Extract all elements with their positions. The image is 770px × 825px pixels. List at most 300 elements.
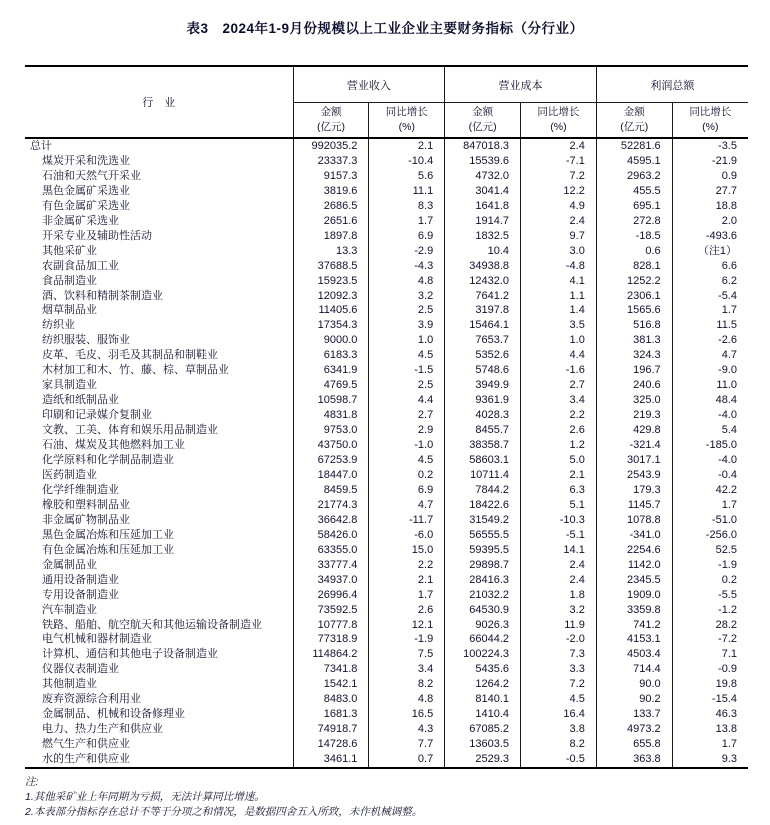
growth-cell: -9.0 [718, 364, 737, 377]
amount-cell: 828.1 [596, 259, 672, 274]
industry-name: 铁路、船舶、航空航天和其他运输设备制造业 [25, 618, 293, 633]
growth-cell: 2.5 [369, 303, 445, 318]
amount-cell: 0.6 [596, 244, 672, 259]
table-row [25, 423, 748, 438]
growth-cell: -1.5 [369, 363, 445, 378]
growth-cell: -2.6 [718, 334, 737, 347]
sub-header-amount-label: 金额 [623, 106, 645, 118]
growth-cell: 3.8 [521, 722, 597, 737]
industry-name: 非金属矿物制品业 [25, 513, 293, 528]
amount-cell: 7341.8 [293, 662, 369, 677]
growth-cell: 15.0 [369, 543, 445, 558]
industry-name: 总计 [25, 138, 293, 154]
amount-cell: -341.0 [596, 528, 672, 543]
growth-cell: 4.4 [521, 348, 597, 363]
growth-cell: 2.9 [369, 423, 445, 438]
amount-cell: 9026.3 [445, 618, 521, 633]
amount-cell: 8140.1 [445, 692, 521, 707]
growth-cell: -4.0 [718, 409, 737, 422]
industry-name: 化学原料和化学制品制造业 [25, 453, 293, 468]
amount-cell: 5435.6 [445, 662, 521, 677]
growth-cell: -6.0 [369, 528, 445, 543]
amount-cell: 741.2 [596, 618, 672, 633]
table-row [25, 498, 748, 513]
amount-cell: 3041.4 [445, 184, 521, 199]
industry-name: 造纸和纸制品业 [25, 393, 293, 408]
amount-cell: 13603.5 [445, 737, 521, 752]
table-row [25, 289, 748, 304]
growth-cell: -5.1 [521, 528, 597, 543]
growth-cell: 4.5 [369, 348, 445, 363]
growth-cell: -5.4 [718, 289, 737, 302]
group-header-operating-revenue: 营业收入 [293, 66, 445, 103]
industry-name: 其他制造业 [25, 677, 293, 692]
growth-cell: 8.2 [369, 677, 445, 692]
growth-cell: 16.5 [369, 707, 445, 722]
industry-name: 石油、煤炭及其他燃料加工业 [25, 438, 293, 453]
growth-cell: 3.2 [369, 289, 445, 304]
amount-cell: 240.6 [596, 378, 672, 393]
growth-cell: 1.7 [369, 588, 445, 603]
amount-cell: 4028.3 [445, 408, 521, 423]
amount-cell: 2963.2 [596, 169, 672, 184]
industry-name: 水的生产和供应业 [25, 752, 293, 768]
amount-cell: 1142.0 [596, 558, 672, 573]
table-row [25, 378, 748, 393]
amount-cell: 114864.2 [293, 647, 369, 662]
growth-cell: 8.2 [521, 737, 597, 752]
growth-cell: 5.4 [721, 424, 737, 437]
amount-cell: 6341.9 [293, 363, 369, 378]
industry-name: 印刷和记录媒介复制业 [25, 408, 293, 423]
amount-cell: 4831.8 [293, 408, 369, 423]
growth-cell: 2.6 [369, 603, 445, 618]
amount-cell: 381.3 [596, 333, 672, 348]
growth-cell: 4.8 [369, 692, 445, 707]
amount-cell: 74918.7 [293, 722, 369, 737]
growth-cell: 4.8 [369, 274, 445, 289]
amount-cell: 8455.7 [445, 423, 521, 438]
table-row [25, 453, 748, 468]
industry-name: 专用设备制造业 [25, 588, 293, 603]
table-row [25, 737, 748, 752]
growth-cell: 3.9 [369, 318, 445, 333]
growth-cell: 1.7 [721, 738, 737, 751]
industry-name: 开采专业及辅助性活动 [25, 229, 293, 244]
industry-name: 非金属矿采选业 [25, 214, 293, 229]
growth-cell: 3.5 [521, 318, 597, 333]
table-row [25, 138, 748, 154]
growth-cell: 1.4 [521, 303, 597, 318]
industry-name: 电力、热力生产和供应业 [25, 722, 293, 737]
table-row [25, 199, 748, 214]
growth-cell: 11.1 [369, 184, 445, 199]
amount-cell: 1252.2 [596, 274, 672, 289]
growth-cell: 2.4 [521, 138, 597, 154]
amount-cell: 2686.5 [293, 199, 369, 214]
growth-cell: 2.5 [369, 378, 445, 393]
table-body [25, 138, 748, 768]
amount-cell: 7641.2 [445, 289, 521, 304]
table-row [25, 244, 748, 259]
growth-cell: -10.3 [521, 513, 597, 528]
growth-cell: -7.1 [521, 154, 597, 169]
amount-cell: 5748.6 [445, 363, 521, 378]
amount-cell: 73592.5 [293, 603, 369, 618]
page-title: 表3 2024年1-9月份规模以上工业企业主要财务指标（分行业） [186, 21, 584, 36]
growth-cell: 13.8 [715, 723, 737, 736]
growth-cell: 0.9 [721, 169, 737, 182]
table-row [25, 647, 748, 662]
growth-cell: 2.1 [369, 573, 445, 588]
amount-cell: 133.7 [596, 707, 672, 722]
amount-cell: 2543.9 [596, 468, 672, 483]
amount-cell: 90.2 [596, 692, 672, 707]
amount-cell: 455.5 [596, 184, 672, 199]
group-header-operating-cost: 营业成本 [445, 66, 597, 103]
sub-header-amount-label: 金额 [320, 106, 342, 118]
notes-label: 注: [25, 776, 39, 789]
growth-cell: 4.3 [369, 722, 445, 737]
amount-cell: 15923.5 [293, 274, 369, 289]
amount-cell: 23337.3 [293, 154, 369, 169]
amount-cell: 325.0 [596, 393, 672, 408]
sub-header-amount-unit: (亿元) [316, 121, 345, 133]
growth-cell: 6.2 [721, 274, 737, 287]
industry-name: 金属制品业 [25, 558, 293, 573]
industry-name: 其他采矿业 [25, 244, 293, 259]
growth-cell: 14.1 [521, 543, 597, 558]
growth-cell: 28.2 [715, 618, 737, 631]
amount-cell: 1914.7 [445, 214, 521, 229]
amount-cell: 1410.4 [445, 707, 521, 722]
amount-cell: 66044.2 [445, 632, 521, 647]
industry-name: 医药制造业 [25, 468, 293, 483]
group-header-total-profit: 利润总额 [596, 66, 748, 103]
growth-cell: -185.0 [705, 439, 737, 452]
amount-cell: 21774.3 [293, 498, 369, 513]
table-row [25, 259, 748, 274]
growth-cell: 46.3 [715, 708, 737, 721]
growth-cell: 0.2 [369, 468, 445, 483]
growth-cell: -0.4 [718, 468, 737, 481]
growth-cell: 16.4 [521, 707, 597, 722]
amount-cell: 516.8 [596, 318, 672, 333]
growth-cell: 1.7 [721, 498, 737, 511]
amount-cell: 67085.2 [445, 722, 521, 737]
table-row [25, 229, 748, 244]
table-row [25, 483, 748, 498]
amount-cell: 63355.0 [293, 543, 369, 558]
growth-cell: 2.1 [521, 468, 597, 483]
growth-cell: 3.0 [521, 244, 597, 259]
growth-cell: 11.0 [716, 379, 737, 392]
amount-cell: 100224.3 [445, 647, 521, 662]
industry-name: 纺织业 [25, 318, 293, 333]
amount-cell: 21032.2 [445, 588, 521, 603]
table-row [25, 348, 748, 363]
amount-cell: 38358.7 [445, 438, 521, 453]
growth-cell: 2.0 [721, 214, 737, 227]
amount-cell: 37688.5 [293, 259, 369, 274]
growth-cell: -1.2 [718, 603, 737, 616]
growth-cell: 11.9 [521, 618, 597, 633]
amount-cell: 28416.3 [445, 573, 521, 588]
note-1: 1.其他采矿业上年同期为亏损，无法计算同比增速。 [25, 791, 265, 804]
growth-cell: 6.3 [521, 483, 597, 498]
growth-cell: 52.5 [715, 543, 737, 556]
table-row [25, 543, 748, 558]
growth-cell: 1.7 [721, 304, 737, 317]
sub-header-growth-unit: (%) [550, 121, 567, 133]
industry-name: 黑色金属矿采选业 [25, 184, 293, 199]
growth-cell: 2.2 [521, 408, 597, 423]
growth-cell: 1.0 [521, 333, 597, 348]
growth-cell: -51.0 [711, 513, 737, 526]
amount-cell: 8459.5 [293, 483, 369, 498]
table-row [25, 468, 748, 483]
table-row [25, 692, 748, 707]
growth-cell: -11.7 [369, 513, 445, 528]
table-row [25, 303, 748, 318]
amount-cell: 67253.9 [293, 453, 369, 468]
amount-cell: 3949.9 [445, 378, 521, 393]
amount-cell: 36642.8 [293, 513, 369, 528]
table-row [25, 662, 748, 677]
growth-cell: 0.2 [721, 573, 737, 586]
amount-cell: 31549.2 [445, 513, 521, 528]
amount-cell: 12092.3 [293, 289, 369, 304]
amount-cell: 1264.2 [445, 677, 521, 692]
amount-cell: 655.8 [596, 737, 672, 752]
amount-cell: 1897.8 [293, 229, 369, 244]
amount-cell: 13.3 [293, 244, 369, 259]
amount-cell: 3819.6 [293, 184, 369, 199]
table-row [25, 408, 748, 423]
industry-name: 汽车制造业 [25, 603, 293, 618]
growth-cell: -7.2 [718, 633, 737, 646]
growth-cell: 0.7 [369, 752, 445, 768]
table-row [25, 618, 748, 633]
amount-cell: 429.8 [596, 423, 672, 438]
amount-cell: 10777.8 [293, 618, 369, 633]
sub-header-revenue-amount [293, 103, 369, 139]
amount-cell: 90.0 [596, 677, 672, 692]
industry-name: 橡胶和塑料制品业 [25, 498, 293, 513]
growth-cell: -2.0 [521, 632, 597, 647]
table-row [25, 513, 748, 528]
growth-cell: 4.5 [369, 453, 445, 468]
table-row [25, 438, 748, 453]
growth-cell: 9.7 [521, 229, 597, 244]
sub-header-growth-label: 同比增长 [689, 106, 732, 118]
table-row [25, 528, 748, 543]
amount-cell: -321.4 [596, 438, 672, 453]
table-row [25, 154, 748, 169]
industry-name: 酒、饮料和精制茶制造业 [25, 289, 293, 304]
growth-cell: 1.2 [521, 438, 597, 453]
table-header [25, 66, 748, 138]
amount-cell: 29898.7 [445, 558, 521, 573]
table-row [25, 184, 748, 199]
sub-header-amount-unit: (亿元) [620, 121, 649, 133]
amount-cell: 34938.8 [445, 259, 521, 274]
growth-cell: 7.5 [369, 647, 445, 662]
industry-name: 食品制造业 [25, 274, 293, 289]
amount-cell: 2306.1 [596, 289, 672, 304]
growth-cell: 18.8 [715, 199, 737, 212]
amount-cell: 10.4 [445, 244, 521, 259]
growth-cell: 7.3 [521, 647, 597, 662]
amount-cell: 196.7 [596, 363, 672, 378]
growth-cell: -1.6 [521, 363, 597, 378]
table-row [25, 363, 748, 378]
industry-name: 煤炭开采和洗选业 [25, 154, 293, 169]
amount-cell: 847018.3 [445, 138, 521, 154]
table-row [25, 318, 748, 333]
growth-cell: 5.0 [521, 453, 597, 468]
amount-cell: 18447.0 [293, 468, 369, 483]
growth-cell: 7.2 [521, 169, 597, 184]
amount-cell: 179.3 [596, 483, 672, 498]
amount-cell: 52281.6 [596, 138, 672, 154]
industry-name: 皮革、毛皮、羽毛及其制品和制鞋业 [25, 348, 293, 363]
amount-cell: 714.4 [596, 662, 672, 677]
growth-cell: 2.2 [369, 558, 445, 573]
sub-header-revenue-growth [369, 103, 445, 139]
amount-cell: 56555.5 [445, 528, 521, 543]
industry-name: 农副食品加工业 [25, 259, 293, 274]
growth-cell: 3.3 [521, 662, 597, 677]
table-row [25, 632, 748, 647]
growth-cell: -1.9 [718, 558, 737, 571]
table-row [25, 274, 748, 289]
growth-cell: 12.1 [369, 618, 445, 633]
amount-cell: 1681.3 [293, 707, 369, 722]
growth-cell: -10.4 [369, 154, 445, 169]
industry-name: 石油和天然气开采业 [25, 169, 293, 184]
amount-cell: 324.3 [596, 348, 672, 363]
industry-name: 文教、工美、体育和娱乐用品制造业 [25, 423, 293, 438]
industry-name: 黑色金属冶炼和压延加工业 [25, 528, 293, 543]
growth-cell: -2.9 [369, 244, 445, 259]
amount-cell: 3017.1 [596, 453, 672, 468]
amount-cell: -18.5 [596, 229, 672, 244]
table-row [25, 393, 748, 408]
sub-header-amount-unit: (亿元) [468, 121, 497, 133]
growth-cell: 2.4 [521, 558, 597, 573]
amount-cell: 272.8 [596, 214, 672, 229]
sub-header-amount-label: 金额 [472, 106, 494, 118]
table-row [25, 573, 748, 588]
industry-name: 木材加工和木、竹、藤、棕、草制品业 [25, 363, 293, 378]
sub-header-profit-growth [672, 103, 748, 139]
growth-cell: 19.8 [715, 678, 737, 691]
table-row [25, 558, 748, 573]
industry-name: 纺织服装、服饰业 [25, 333, 293, 348]
amount-cell: 4595.1 [596, 154, 672, 169]
table-notes [25, 775, 770, 820]
growth-cell: 27.7 [715, 184, 737, 197]
amount-cell: 58426.0 [293, 528, 369, 543]
sub-header-growth-unit: (%) [702, 121, 719, 133]
growth-cell: 7.2 [521, 677, 597, 692]
growth-cell: 7.1 [721, 648, 737, 661]
industry-name: 家具制造业 [25, 378, 293, 393]
amount-cell: 7844.2 [445, 483, 521, 498]
amount-cell: 992035.2 [293, 138, 369, 154]
sub-header-growth-unit: (%) [398, 121, 415, 133]
amount-cell: 1909.0 [596, 588, 672, 603]
amount-cell: 1542.1 [293, 677, 369, 692]
industry-name: 废弃资源综合利用业 [25, 692, 293, 707]
amount-cell: 219.3 [596, 408, 672, 423]
amount-cell: 12432.0 [445, 274, 521, 289]
growth-cell: 3.4 [521, 393, 597, 408]
growth-cell: -1.0 [369, 438, 445, 453]
table-row [25, 333, 748, 348]
amount-cell: 34937.0 [293, 573, 369, 588]
growth-cell: -0.9 [718, 663, 737, 676]
growth-cell: 1.7 [369, 214, 445, 229]
growth-cell: （注1） [697, 244, 737, 257]
table-row [25, 752, 748, 768]
amount-cell: 3461.1 [293, 752, 369, 768]
growth-cell: -0.5 [521, 752, 597, 768]
growth-cell: 48.4 [715, 394, 737, 407]
growth-cell: 6.9 [369, 483, 445, 498]
amount-cell: 59395.5 [445, 543, 521, 558]
column-header-industry: 行 业 [25, 66, 293, 138]
growth-cell: 1.8 [521, 588, 597, 603]
table-row [25, 707, 748, 722]
growth-cell: 4.1 [521, 274, 597, 289]
growth-cell: 8.3 [369, 199, 445, 214]
amount-cell: 6183.3 [293, 348, 369, 363]
growth-cell: 2.4 [521, 214, 597, 229]
amount-cell: 4732.0 [445, 169, 521, 184]
growth-cell: -21.9 [711, 154, 737, 167]
table-row [25, 722, 748, 737]
sub-header-cost-growth [521, 103, 597, 139]
amount-cell: 15539.6 [445, 154, 521, 169]
amount-cell: 1145.7 [596, 498, 672, 513]
amount-cell: 8483.0 [293, 692, 369, 707]
amount-cell: 10598.7 [293, 393, 369, 408]
industry-name: 化学纤维制造业 [25, 483, 293, 498]
industry-name: 有色金属矿采选业 [25, 199, 293, 214]
amount-cell: 26996.4 [293, 588, 369, 603]
growth-cell: 5.6 [369, 169, 445, 184]
amount-cell: 5352.6 [445, 348, 521, 363]
growth-cell: 5.1 [521, 498, 597, 513]
growth-cell: 2.1 [369, 138, 445, 154]
amount-cell: 15464.1 [445, 318, 521, 333]
growth-cell: -4.8 [521, 259, 597, 274]
amount-cell: 2651.6 [293, 214, 369, 229]
growth-cell: 4.5 [521, 692, 597, 707]
amount-cell: 10711.4 [445, 468, 521, 483]
table-row [25, 588, 748, 603]
growth-cell: 7.7 [369, 737, 445, 752]
industry-name: 燃气生产和供应业 [25, 737, 293, 752]
growth-cell: -1.9 [369, 632, 445, 647]
amount-cell: 1078.8 [596, 513, 672, 528]
growth-cell: 2.7 [369, 408, 445, 423]
amount-cell: 4769.5 [293, 378, 369, 393]
growth-cell: 2.4 [521, 573, 597, 588]
table-row [25, 677, 748, 692]
